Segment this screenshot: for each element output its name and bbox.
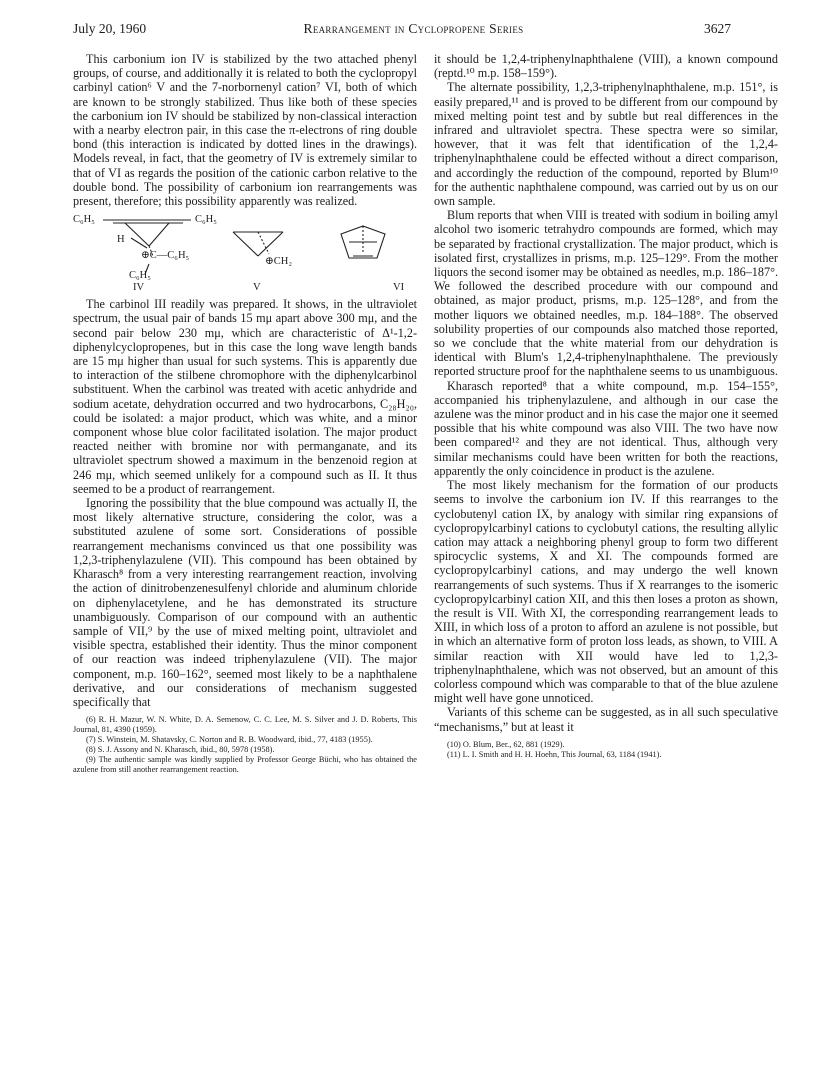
iv-bond-h [131, 238, 147, 248]
iv-top-right-label: C₆H₅ [195, 214, 217, 226]
label-iv: IV [133, 282, 145, 294]
paragraph: Variants of this scheme can be suggested, as in all such speculative “mechanisms,” but at least it [434, 705, 778, 734]
paragraph: The most likely mechanism for the formation of our products seems to involve the carbonium ion IV. If this rearranges to the cyclobutenyl cation IX, by analogy with similar ring expansions of cyclopropylcarbinyl cations to cyclobutyl cations, the resulting allylic cation may attack a neighboring phenyl group to form two different spirocyclic systems, X and XI. The compounds formed are cyclopropylcarbinyl cations, and may undergo the well known rearrangements of such systems. Thus if X rearranges to the isomeric cyclopropylcarbinyl cation XII, and this then loses a proton as shown, the result is VII. With XI, the corresponding rearrangement leads to XIII, in which loss of a proton to afford an azulene is not possible, but in which an alternative form of proton loss leads, as shown, to VIII. A similar reaction with XII would have led to 1,2,3-triphenylnaphthalene, which was not observed, but an amount of this colorless compound which was comparable to that of the blue azulene might well have gone unnoticed. [434, 478, 778, 706]
paragraph: Blum reports that when VIII is treated with sodium in boiling amyl alcohol two isomeric tetrahydro compounds are formed, which may be separated by fractional crystallization. The major product, which is isolated first, crystallizes in prisms, m.p. 125–129°. From the mother liquors the second isomer may be obtained as needles, m.p. 186–187°. We followed the described procedure with our compound and obtained, as major product, prisms, m.p. 125–128°, and from the mother liquors we obtained needles, m.p. 184–188°. The observed solubility properties of our compounds also matched those reported, so we conclude that the white material from our dehydration is identical with Blum's 1,2,4-triphenylnaphthalene. The previously reported structure proof for the naphthalene seems to us unambiguous. [434, 208, 778, 379]
v-ch2-label: ⊕CH₂ [265, 256, 293, 268]
paragraph: Ignoring the possibility that the blue compound was actually II, the most likely alternative structure, considering the color, was a substituted azulene of some sort. Considerations of possible rearrangement mechanisms convinced us that one possibility was 1,2,3-triphenylazulene (VII). This compound has been obtained by Kharasch⁸ from a very interesting rearrangement reaction, involving the action of dinitrobenzenesulfenyl chloride and aluminum chloride on diphenylacetylene, and he has demonstrated its structure unambiguously. Comparison of our compound with an authentic sample of VII,⁹ by the use of mixed melting point, ultraviolet and visible spectra, established their identity. Thus the minor component of our reaction was indeed triphenylazulene (VII). The major component, m.p. 160–162°, seemed most likely to be a naphthalene derivative, and our considerations of mechanism suggested specifically that [73, 496, 417, 709]
iv-top-left-label: C₆H₅ [73, 214, 95, 226]
footnote: (8) S. J. Assony and N. Kharasch, ibid., 80, 5978 (1958). [86, 745, 275, 755]
header-page-number: 3627 [704, 21, 731, 36]
iv-ring-bond-left [125, 223, 149, 246]
header-title: Rearrangement in Cyclopropene Series [303, 21, 524, 36]
right-column [434, 52, 778, 760]
iv-bottom-label: C₆H₅ [129, 270, 151, 282]
footnote: (9) The authentic sample was kindly supplied by Professor George Büchi, who has obtained the azulene from still another rearrangement reaction. [73, 755, 417, 775]
structures-figure [73, 212, 417, 294]
paragraph: it should be 1,2,4-triphenylnaphthalene (VIII), a known compound (reptd.¹⁰ m.p. 158–159°). [434, 52, 778, 81]
v-ring-right [258, 232, 283, 256]
footnotes-left [73, 715, 417, 775]
iv-center-label: ⊕C—C₆H₅ [141, 250, 190, 262]
paragraph: This carbonium ion IV is stabilized by the two attached phenyl groups, of course, and additionally it is related to both the cyclopropyl carbinyl cation⁶ V and the 7-norbornenyl cation⁷ VI, both of which are known to be strongly stabilized. Thus like both of these species the carbonium ion IV should be stabilized by non-classical interaction with a nearby electron pair, in this case the π-electrons of ring double bond (this interaction is indicated by dotted lines in the drawings). Models reveal, in fact, that the geometry of IV is extremely similar to that of VI as regards the position of the cationic carbon relative to the double bond. The possibility of carbonium ion rearrangements was present, therefore; this possibility apparently was realized. [73, 52, 417, 209]
footnotes-right [434, 740, 778, 760]
footnote: (10) O. Blum, Ber., 62, 881 (1929). [447, 739, 565, 749]
footnote: (6) R. H. Mazur, W. N. White, D. A. Semenow, C. C. Lee, M. S. Silver and J. D. Roberts, This Journal, 81, 4390 (1959). [73, 715, 417, 735]
structure-drawings [73, 212, 417, 294]
footnote: (11) L. I. Smith and H. H. Hoehn, This Journal, 63, 1184 (1941). [447, 749, 662, 759]
paragraph: The alternate possibility, 1,2,3-triphenylnaphthalene, m.p. 151°, is easily prepared,¹¹ and is proved to be different from our compound by mixed melting point test and by subtle but real differences in the infrared and ultraviolet spectra. These spectra were so similar, however, that it was felt that identification of the 1,2,4-triphenylnaphthalene could be effected without a direct comparison, and accordingly the reduction of the compound, reported by Blum¹⁰ for the authentic naphthalene compound, was carried out by us on our own sample. [434, 80, 778, 209]
paragraph: The carbinol III readily was prepared. It shows, in the ultraviolet spectrum, the usual pair of bands 15 mμ apart above 300 mμ, and the second pair below 230 mμ, which are characteristic of Δ¹-1,2-diphenylcyclopropenes, but in this case the long wave length bands are 15 mμ higher than usual for such systems. This is apparently due to interaction of the stilbene chromophore with the diphenylcarbinol substituent. When the carbinol was treated with acetic anhydride and sodium acetate, dehydration occurred and two hydrocarbons, C₂₈H₂₀, could be isolated: a major product, which was white, and a minor component whose blue color facilitated isolation. The major product reacted neither with bromine nor with permanganate, and its ultraviolet spectrum showed a maximum in the benzenoid region at 246 mμ, which seemed unlikely for a compound such as II. It thus seemed to be a product of rearrangement. [73, 297, 417, 496]
iv-ring-bond-right [149, 223, 169, 246]
header-date: July 20, 1960 [73, 21, 147, 36]
label-v: V [253, 282, 261, 294]
left-column [73, 52, 417, 775]
iv-h-label: H [117, 234, 125, 246]
label-vi: VI [393, 282, 405, 294]
paragraph: Kharasch reported⁸ that a white compound, m.p. 154–155°, accompanied his triphenylazulene, and although in our case the azulene was the minor product and in his case the major one it seemed possible that his white compound was also VIII. The two have now been compared¹² and they are not identical. Thus, although very similar mechanisms could have been written for both the reactions, apparently the only coincidence in product is the azulene. [434, 378, 778, 478]
footnote: (7) S. Winstein, M. Shatavsky, C. Norton and R. B. Woodward, ibid., 77, 4183 (1955). [86, 735, 373, 745]
v-ring-left [233, 232, 258, 256]
